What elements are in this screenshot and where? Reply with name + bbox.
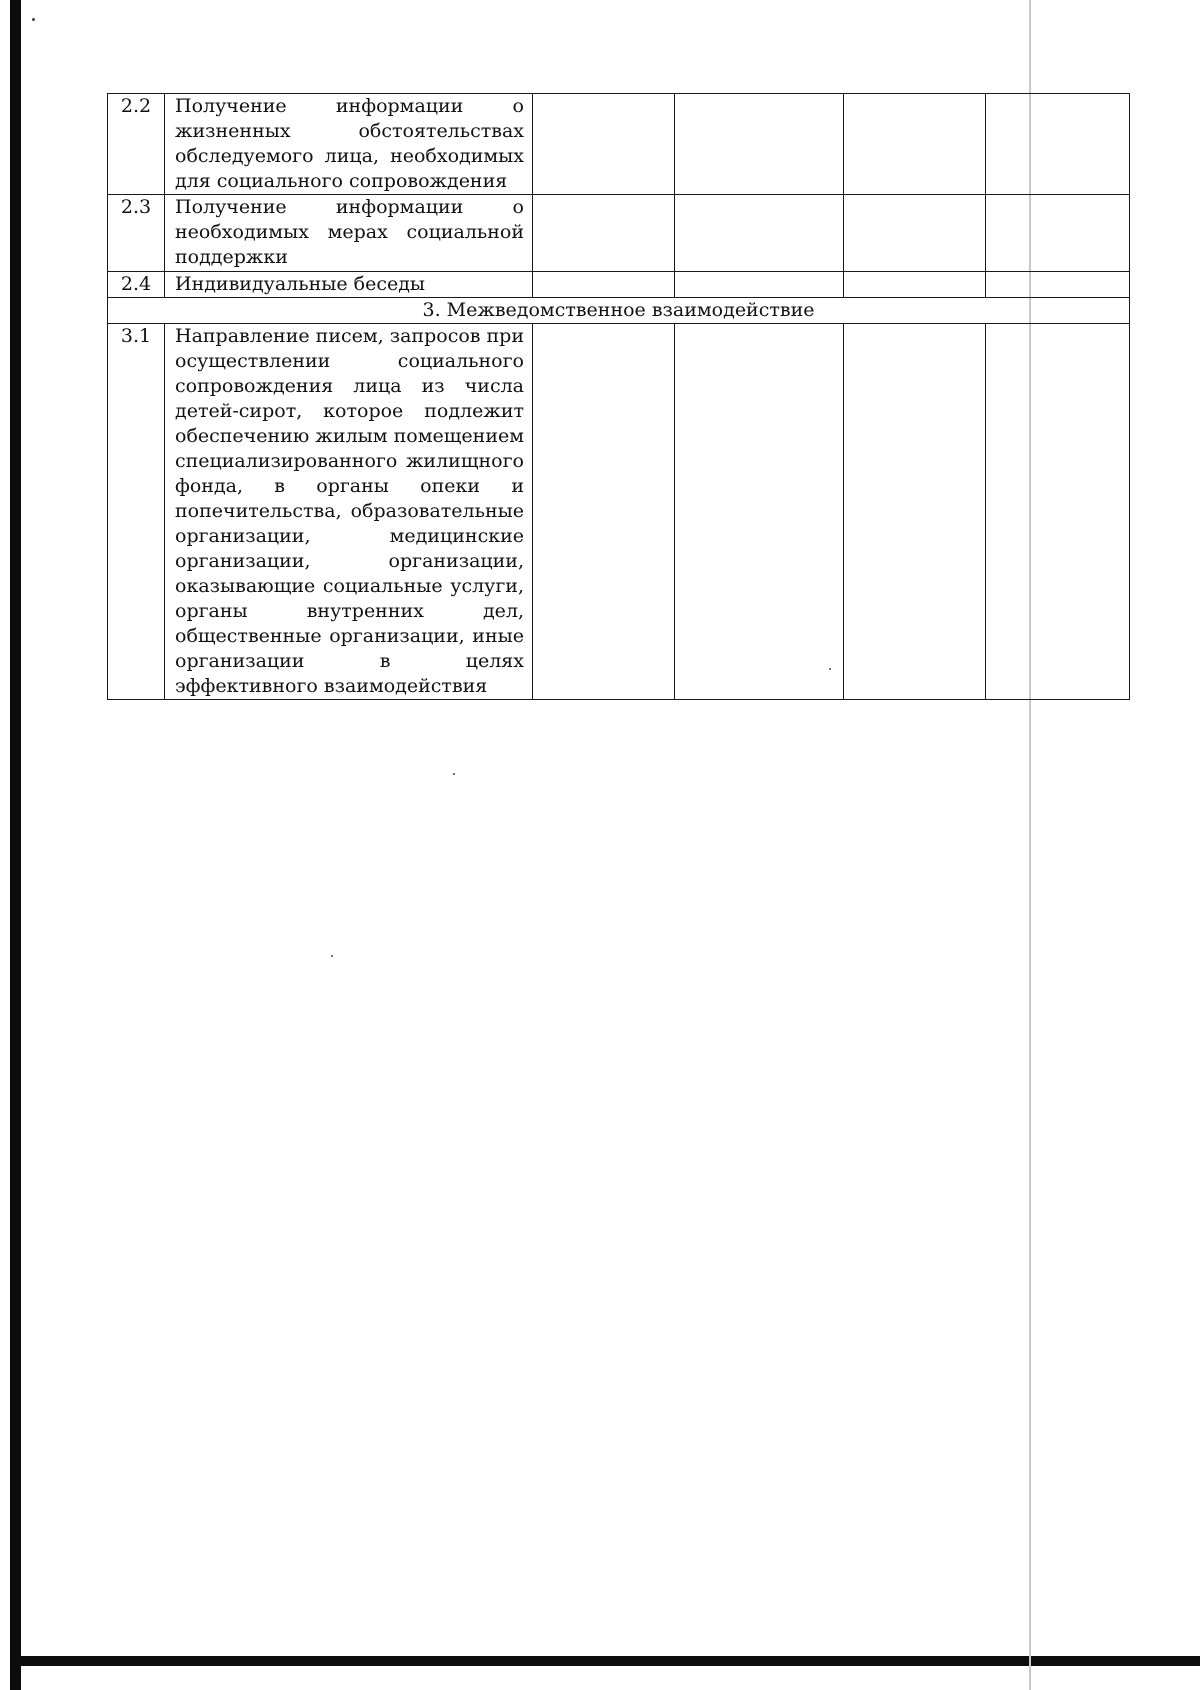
empty-cell (533, 195, 675, 272)
scan-speck (331, 955, 333, 957)
section-title: 3. Межведомственное взаимодействие (108, 298, 1130, 324)
table-row (108, 94, 1130, 195)
scan-speck (32, 18, 35, 21)
table-row (108, 272, 1130, 298)
row-number: 3.1 (108, 324, 165, 700)
empty-cell (986, 94, 1130, 195)
section-header-row (108, 298, 1130, 324)
row-number: 2.4 (108, 272, 165, 298)
empty-cell (844, 94, 986, 195)
empty-cell (675, 272, 844, 298)
scan-border-bottom (10, 1656, 1200, 1666)
empty-cell (675, 324, 844, 700)
empty-cell (533, 94, 675, 195)
row-description: Получение информации о необходимых мерах социальной поддержки (165, 195, 533, 272)
table-row (108, 195, 1130, 272)
document-table (107, 93, 1130, 700)
empty-cell (844, 324, 986, 700)
table-row (108, 324, 1130, 700)
scan-border-left (10, 0, 21, 1690)
empty-cell (533, 272, 675, 298)
row-description: Получение информации о жизненных обстоятельствах обследуемого лица, необходимых для социального сопровождения (165, 94, 533, 195)
row-number: 2.3 (108, 195, 165, 272)
empty-cell (844, 272, 986, 298)
empty-cell (844, 195, 986, 272)
empty-cell (675, 195, 844, 272)
empty-cell (533, 324, 675, 700)
row-description: Направление писем, запросов при осуществлении социального сопровождения лица из числа детей-сирот, которое подлежит обеспечению жилым помещением специализированного жилищного фонда, в органы опеки и попечительства, образовательные организации, медицинские организации, организации, оказывающие социальные услуги, органы внутренних дел, общественные организации, иные организации в целях эффективного взаимодействия (165, 324, 533, 700)
row-description: Индивидуальные беседы (165, 272, 533, 298)
empty-cell (986, 272, 1130, 298)
row-number: 2.2 (108, 94, 165, 195)
empty-cell (675, 94, 844, 195)
scan-speck (453, 773, 455, 775)
empty-cell (986, 324, 1130, 700)
empty-cell (986, 195, 1130, 272)
